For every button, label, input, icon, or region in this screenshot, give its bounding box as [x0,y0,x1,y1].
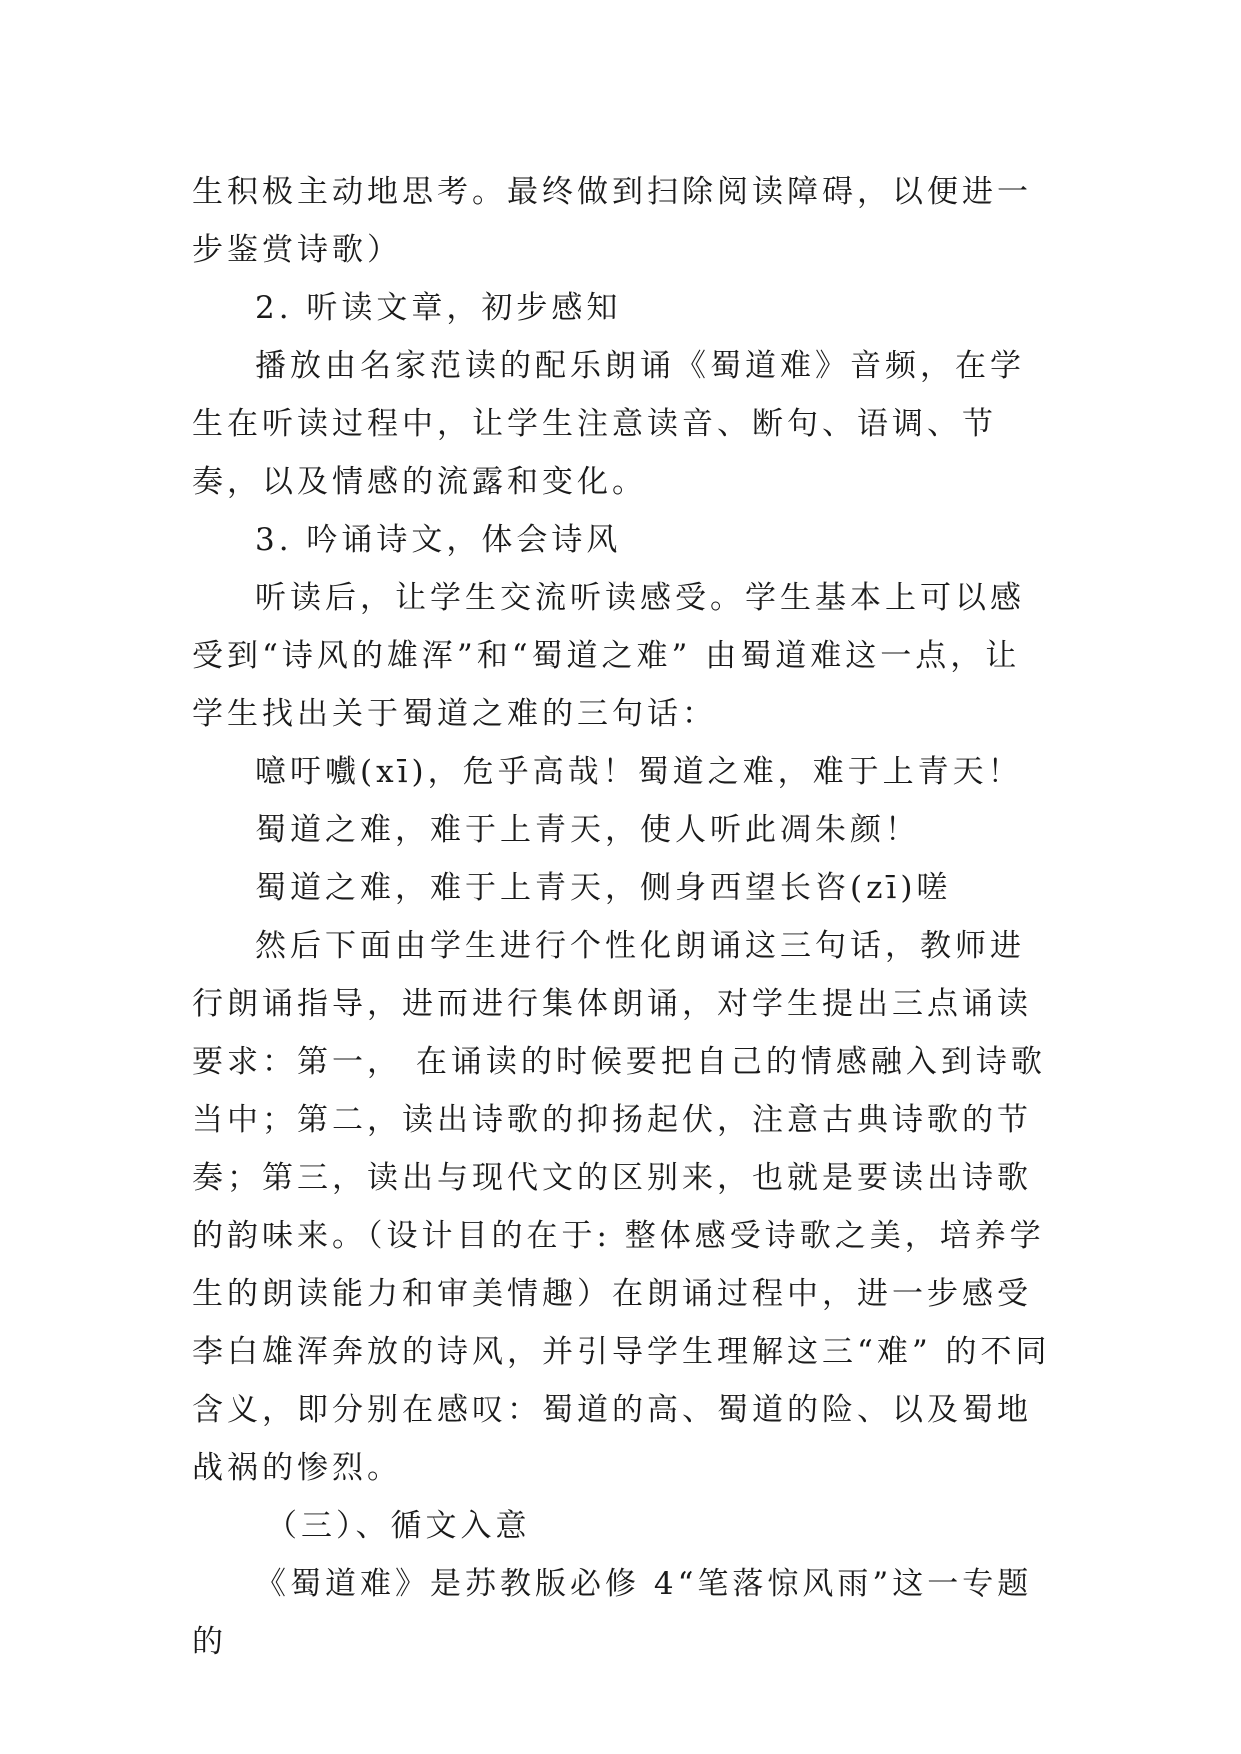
poem-line-3: 蜀道之难，难于上青天，侧身西望长咨(zī)嗟 [255,870,952,906]
poem-line-2: 蜀道之难，难于上青天，使人听此凋朱颜！ [255,812,920,848]
paragraph-reading-requirements: 然后下面由学生进行个性化朗诵这三句话，教师进行朗诵指导，进而进行集体朗诵，对学生提出三点诵读要求：第一， 在诵读的时候要把自己的情感融入到诗歌当中；第二，读出诗歌的抑扬起伏，注意古典诗歌的节奏；第三，读出与现代文的区别来，也就是要读出诗歌的韵味来。（设计目的在于: 整体感受诗歌之美，培养学生的朗读能力和审美情趣）在朗诵过程中，进一步感受李白雄浑奔放的诗风，并引导学生理解这三“难” 的不同含义，即分别在感叹：蜀道的高、蜀道的险、以及蜀地战祸的惨烈。 [192,928,1051,1486]
paragraph-textbook-intro: 《蜀道难》是苏教版必修 4“笔落惊风雨”这一专题的 [192,1566,1033,1660]
section-heading-listen-read: 2. 听读文章，初步感知 [255,290,622,326]
section-heading-recite-poem: 3. 吟诵诗文，体会诗风 [255,522,622,558]
paragraph-audio-playback: 播放由名家范读的配乐朗诵《蜀道难》音频，在学生在听读过程中，让学生注意读音、断句、语调、节奏，以及情感的流露和变化。 [192,348,1025,500]
section-heading-three: （三）、循文入意 [266,1508,531,1544]
paragraph-after-listening: 听读后，让学生交流听读感受。学生基本上可以感受到“诗风的雄浑”和“蜀道之难” 由蜀道难这一点，让学生找出关于蜀道之难的三句话： [192,580,1025,732]
document-body [192,163,1052,1671]
poem-line-1: 噫吁嚱(xī)，危乎高哉！蜀道之难，难于上青天！ [255,754,1023,790]
paragraph-continuation: 生积极主动地思考。最终做到扫除阅读障碍，以便进一步鉴赏诗歌） [192,174,1032,268]
